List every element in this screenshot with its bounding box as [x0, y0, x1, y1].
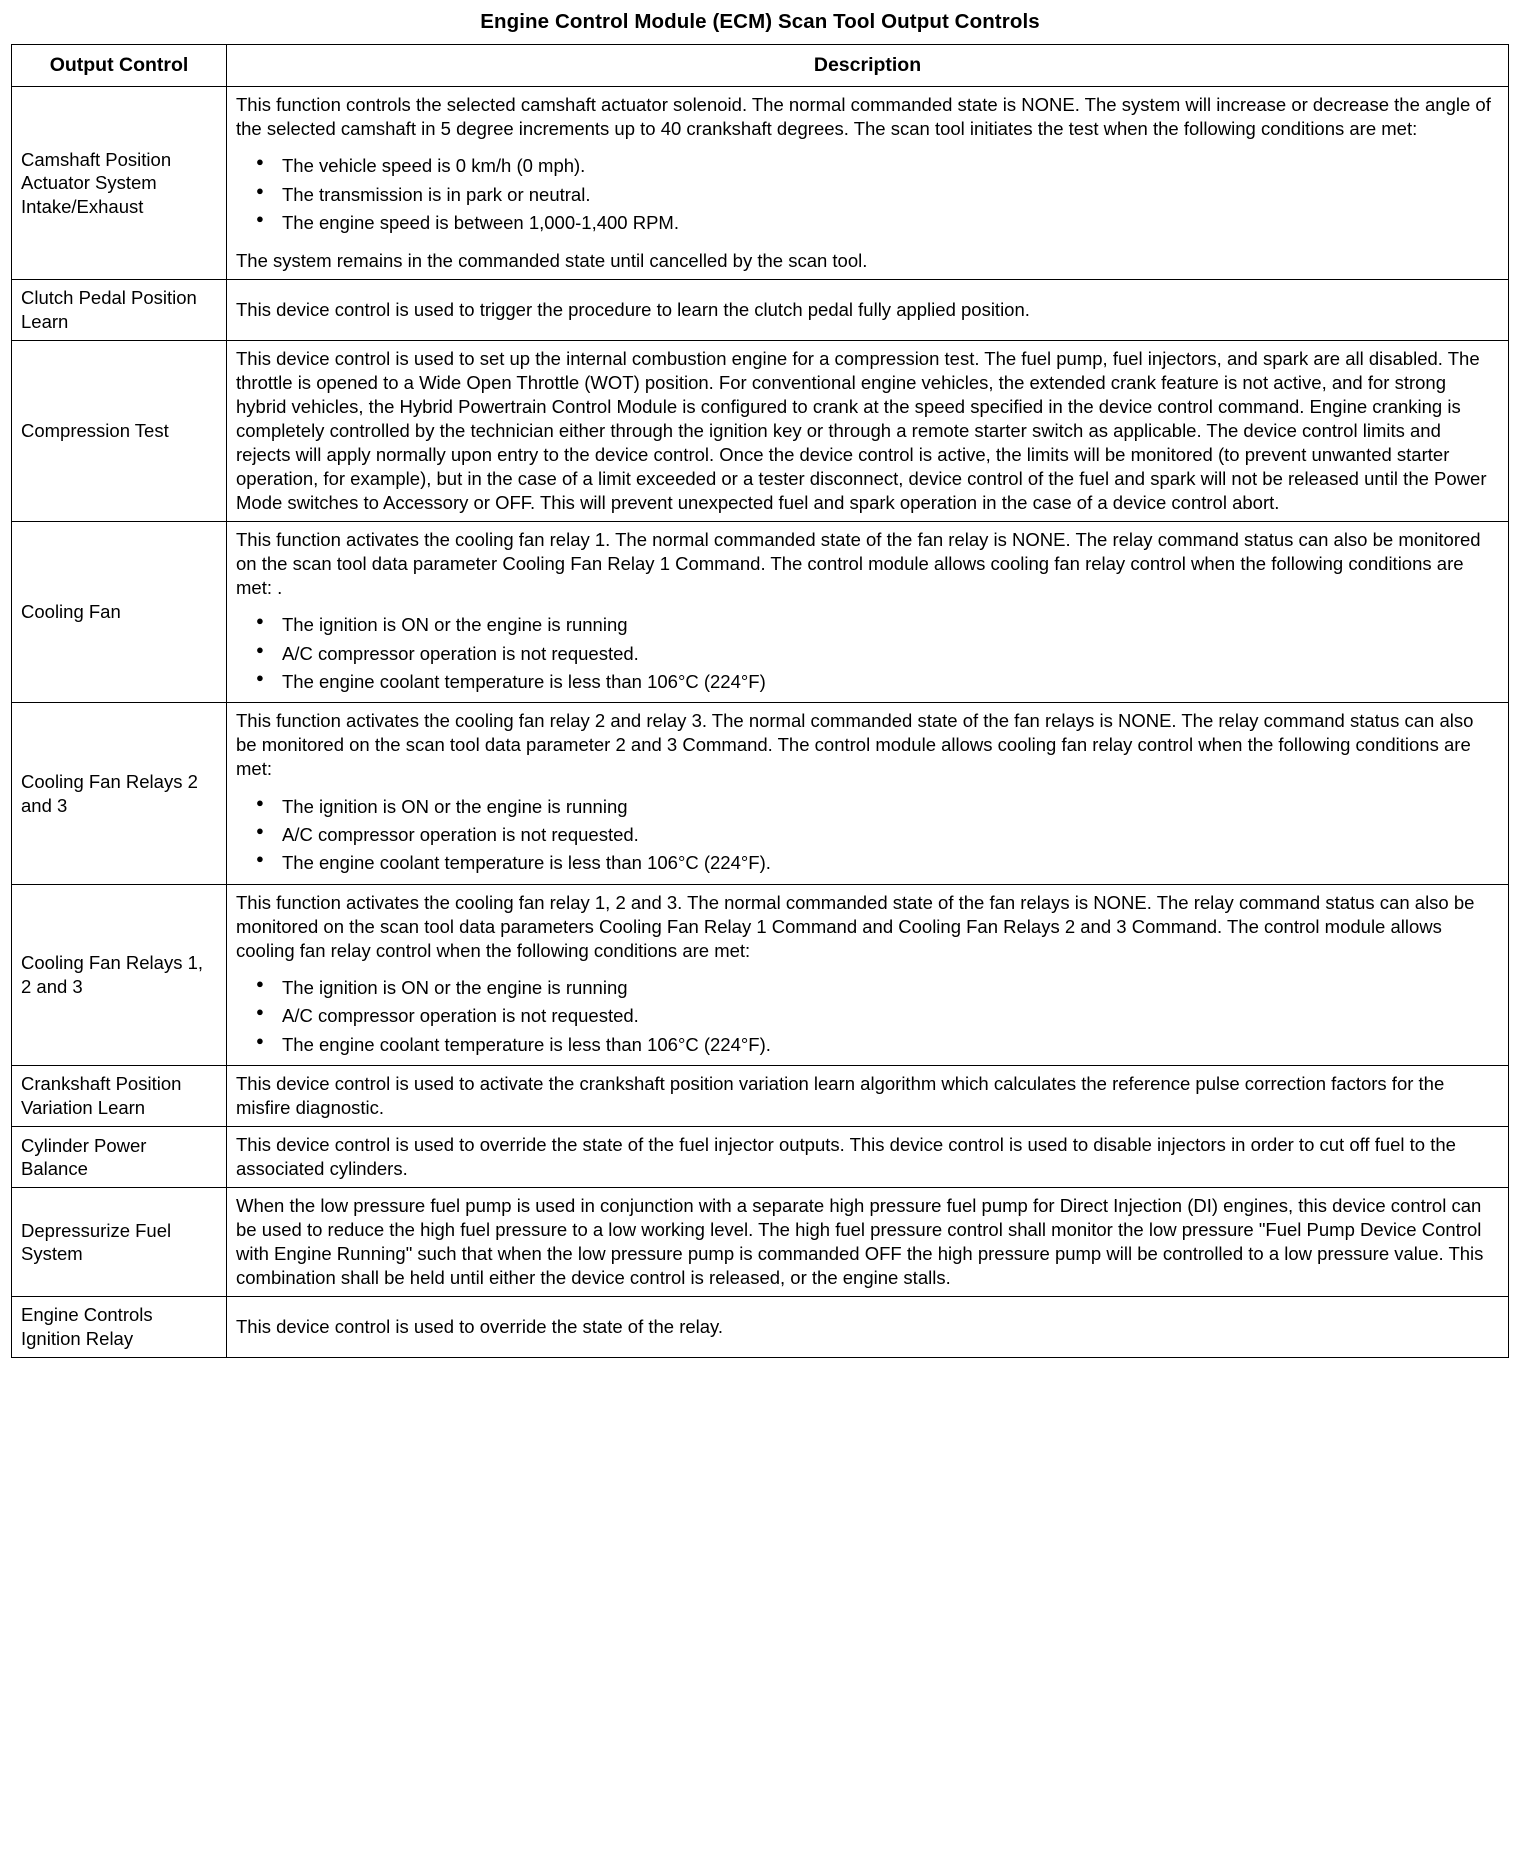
description-intro: This device control is used to set up the internal combustion engine for a compression test. The fuel pump, fuel injectors, and spark are all disabled. The throttle is opened to a Wide Open Throttle (WOT) position. For conventional engine vehicles, the extended crank feature is not active, and for strong hybrid vehicles, the Hybrid Powertrain Control Module is configured to crank at the speed specified in the device control command. Engine cranking is completely controlled by the technician either through the ignition key or through a remote starter switch as applicable. The device control limits and rejects will apply normally upon entry to the device control. Once the device control is active, the limits will be monitored (to prevent unwanted starter operation, for example), but in the case of a limit exceeded or a tester disconnect, device control of the fuel and spark will not be released until the Power Mode switches to Accessory or OFF. This will prevent unexpected fuel and spark operation in the case of a device control abort.	[236, 347, 1487, 513]
list-item: ● The engine coolant temperature is less than 106°C (224°F).	[282, 851, 1499, 875]
table-row	[12, 703, 1509, 884]
ecm-output-controls-table	[11, 44, 1509, 1358]
output-control-name: Cooling Fan	[12, 522, 227, 703]
output-control-name: Camshaft Position Actuator System Intake/Exhaust	[12, 87, 227, 280]
table-row	[12, 340, 1509, 521]
table-header-row	[12, 45, 1509, 87]
output-control-name: Cylinder Power Balance	[12, 1127, 227, 1188]
output-control-description	[227, 1297, 1509, 1357]
list-item: ● The ignition is ON or the engine is running	[282, 795, 1499, 819]
output-control-description	[227, 1066, 1509, 1127]
list-item: ● A/C compressor operation is not requested.	[282, 1004, 1499, 1028]
output-control-description	[227, 1188, 1509, 1297]
list-item: ● The engine speed is between 1,000-1,400 RPM.	[282, 211, 1499, 235]
table-body	[12, 87, 1509, 1358]
output-control-name: Depressurize Fuel System	[12, 1188, 227, 1297]
output-control-description	[227, 522, 1509, 703]
output-control-name: Clutch Pedal Position Learn	[12, 280, 227, 340]
column-header-output-control: Output Control	[12, 45, 227, 87]
output-control-name: Engine Controls Ignition Relay	[12, 1297, 227, 1357]
description-intro: This device control is used to override the state of the relay.	[236, 1316, 724, 1338]
table-row	[12, 1297, 1509, 1357]
table-row	[12, 1188, 1509, 1297]
description-intro: This function activates the cooling fan relay 1, 2 and 3. The normal commanded state of the fan relays is NONE. The relay command status can also be monitored on the scan tool data parameters Cooling Fan Relay 1 Command and Cooling Fan Relays 2 and 3 Command. The control module allows cooling fan relay control when the following conditions are met:	[236, 891, 1475, 961]
description-outro: The system remains in the commanded state until cancelled by the scan tool.	[236, 250, 868, 272]
output-control-description	[227, 87, 1509, 280]
description-intro: This device control is used to trigger the procedure to learn the clutch pedal fully applied position.	[236, 299, 1030, 320]
table-row	[12, 87, 1509, 280]
description-intro: This function controls the selected camshaft actuator solenoid. The normal commanded state is NONE. The system will increase or decrease the angle of the selected camshaft in 5 degree increments up to 40 crankshaft degrees. The scan tool initiates the test when the following conditions are met:	[236, 94, 1491, 140]
output-control-description	[227, 1127, 1509, 1188]
conditions-list	[236, 795, 1499, 876]
output-control-description	[227, 340, 1509, 521]
list-item: ● The ignition is ON or the engine is running	[282, 976, 1499, 1000]
table-row	[12, 1066, 1509, 1127]
list-item: ● A/C compressor operation is not requested.	[282, 823, 1499, 847]
output-control-name: Crankshaft Position Variation Learn	[12, 1066, 227, 1127]
column-header-description: Description	[227, 45, 1509, 87]
conditions-list	[236, 154, 1499, 235]
description-intro: This device control is used to override the state of the fuel injector outputs. This device control is used to disable injectors in order to cut off fuel to the associated cylinders.	[236, 1134, 1456, 1180]
output-control-name: Compression Test	[12, 340, 227, 521]
description-intro: This device control is used to activate the crankshaft position variation learn algorithm which calculates the reference pulse correction factors for the misfire diagnostic.	[236, 1073, 1445, 1119]
list-item: ● The engine coolant temperature is less than 106°C (224°F)	[282, 670, 1499, 694]
page-title: Engine Control Module (ECM) Scan Tool Output Controls	[480, 10, 1040, 33]
description-intro: This function activates the cooling fan relay 1. The normal commanded state of the fan relay is NONE. The relay command status can also be monitored on the scan tool data parameter Cooling Fan Relay 1 Command. The control module allows cooling fan relay control when the following conditions are met: .	[236, 529, 1481, 599]
table-row	[12, 522, 1509, 703]
output-control-description	[227, 884, 1509, 1065]
list-item: ● The transmission is in park or neutral.	[282, 183, 1499, 207]
list-item: ● The vehicle speed is 0 km/h (0 mph).	[282, 154, 1499, 178]
output-control-name: Cooling Fan Relays 1, 2 and 3	[12, 884, 227, 1065]
output-control-name: Cooling Fan Relays 2 and 3	[12, 703, 227, 884]
table-row	[12, 280, 1509, 340]
conditions-list	[236, 976, 1499, 1057]
output-control-description	[227, 280, 1509, 340]
description-intro: This function activates the cooling fan relay 2 and relay 3. The normal commanded state of the fan relays is NONE. The relay command status can also be monitored on the scan tool data parameter 2 and 3 Command. The control module allows cooling fan relay control when the following conditions are met:	[236, 710, 1474, 780]
list-item: ● The engine coolant temperature is less than 106°C (224°F).	[282, 1033, 1499, 1057]
description-intro: When the low pressure fuel pump is used in conjunction with a separate high pressure fuel pump for Direct Injection (DI) engines, this device control can be used to reduce the high fuel pressure to a low working level. The high fuel pressure control shall monitor the low pressure "Fuel Pump Device Control with Engine Running" such that when the low pressure pump is commanded OFF the high pressure pump will be controlled to a low pressure value. This combination shall be held until either the device control is released, or the engine stalls.	[236, 1195, 1484, 1289]
table-row	[12, 1127, 1509, 1188]
table-row	[12, 884, 1509, 1065]
conditions-list	[236, 613, 1499, 694]
list-item: ● The ignition is ON or the engine is running	[282, 613, 1499, 637]
output-control-description	[227, 703, 1509, 884]
list-item: ● A/C compressor operation is not requested.	[282, 642, 1499, 666]
